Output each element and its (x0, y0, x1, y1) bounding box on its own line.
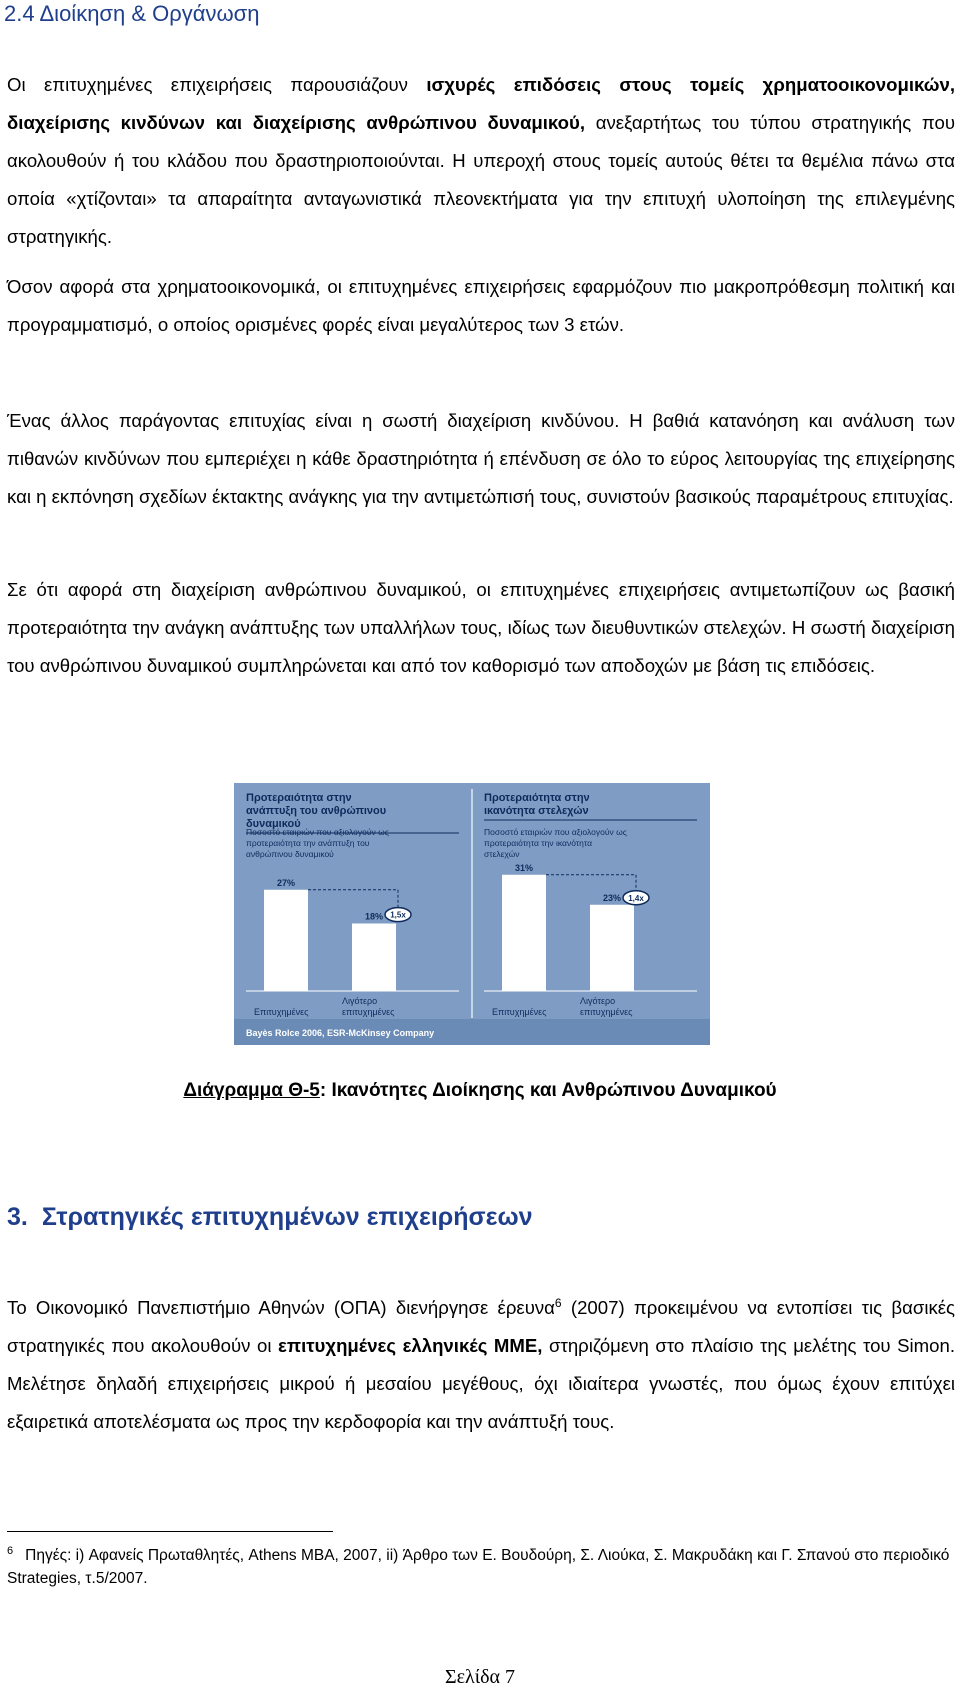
footnote-text: Πηγές: i) Αφανείς Πρωταθλητές, Athens MBA, 2007, ii) Άρθρο των Ε. Βουδούρη, Σ. Λιούκα, Σ. Μακρυδάκη και Γ. Σπανού στο περιοδικό Strategies, τ.5/2007. (7, 1547, 950, 1588)
figure-caption (0, 1080, 960, 1102)
panel-2-bar-2 (590, 905, 634, 991)
panel-1-subtitle: ανθρώπινου δυναμικού (246, 849, 334, 859)
paragraph-1-lead: Οι επιτυχημένες επιχειρήσεις παρουσιάζουν (7, 74, 427, 95)
panel-2-value-label-2: 23% (602, 892, 622, 903)
panel-1-bar-1 (264, 890, 308, 991)
panel-2-title: Προτεραιότητα στην (484, 792, 590, 804)
panel-1-subtitle: προτεραιότητα την ανάπτυξη του (246, 838, 370, 848)
panel-2-multiplier-label: 1,4x (628, 893, 644, 903)
footnote-ref[interactable]: 6 (554, 1295, 562, 1310)
panel-1-category-2: Λιγότερο (342, 996, 378, 1006)
panel-1-multiplier-label: 1,5x (390, 910, 406, 920)
panel-1-title: δυναμικού (246, 818, 301, 830)
footnote-marker: 6 (7, 1545, 14, 1557)
paragraph-5-mid: (2007) προκειμένου να εντοπίσει τις βασικές στρατηγικές που ακολουθούν οι (7, 1297, 955, 1356)
panel-2-value-label-1: 31% (514, 862, 534, 873)
panel-1-title: Προτεραιότητα στην (246, 792, 352, 804)
panel-2-category-1: Επιτυχημένες (492, 1007, 547, 1017)
panel-2-subtitle: Ποσοστό εταιριών που αξιολογούν ως (484, 827, 627, 837)
paragraph-5 (7, 1289, 955, 1441)
panel-1-value-label-1: 27% (276, 877, 296, 888)
figure-source: Bayès Rolce 2006, ESR-McKinsey Company (246, 1028, 435, 1038)
paragraph-1-rest: ανεξαρτήτως του τύπου στρατηγικής που ακολουθούν ή του κλάδου που δραστηριοποιούνται. Η υπεροχή στους τομείς αυτούς θέτει τα θεμέλια πάνω στα οποία «χτίζονται» τα απαραίτητα ανταγωνιστικά πλεονεκτήματα για την επιτυχή υλοποίηση της επιλεγμένης στρατηγικής. (7, 112, 955, 247)
paragraph-1-bold: ισχυρές επιδόσεις στους τομείς χρηματοοικονομικών, διαχείρισης κινδύνων και διαχείρισης ανθρώπινου δυναμικού, (7, 74, 955, 133)
panel-1-title: ανάπτυξη του ανθρώπινου (246, 805, 387, 817)
paragraph-3: Ένας άλλος παράγοντας επιτυχίας είναι η σωστή διαχείριση κινδύνου. Η βαθιά κατανόηση και ανάλυση των πιθανών κινδύνων που εμπεριέχει η κάθε δραστηριότητα ή επένδυση σε όλο το εύρος λειτουργίας της επιχείρησης και η εκπόνηση σχεδίων έκτακτης ανάγκης για την αντιμετώπισή τους, συνιστούν βασικούς παραμέτρους επιτυχίας. (7, 410, 955, 507)
paragraph-5-rest: στηριζόμενη στο πλαίσιο της μελέτης του Simon. Μελέτησε δηλαδή επιχειρήσεις μικρού ή μεσαίου μεγέθους, όχι ιδιαίτερα γνωστές, που όμως έχουν επιτύχει εξαιρετικά αποτελέσματα ως προς την κερδοφορία και την ανάπτυξή τους. (7, 1335, 955, 1432)
panel-2-title: ικανότητα στελεχών (484, 805, 589, 817)
panel-1-category-1: Επιτυχημένες (254, 1007, 309, 1017)
panel-1-subtitle: Ποσοστό εταιριών που αξιολογούν ως (246, 827, 389, 837)
section-3-heading (7, 1203, 533, 1232)
panel-1-value-label-2: 18% (364, 911, 384, 922)
chart-svg (234, 783, 710, 1045)
panel-1-bar-2 (352, 924, 396, 992)
section-3-title: Στρατηγικές επιτυχημένων επιχειρήσεων (41, 1203, 533, 1231)
footnote (7, 1540, 955, 1590)
section-heading: 2.4 Διοίκηση & Οργάνωση (4, 1, 260, 26)
paragraph-2: Όσον αφορά στα χρηματοοικονομικά, οι επιτυχημένες επιχειρήσεις εφαρμόζουν πιο μακροπρόθεσμη πολιτική και προγραμματισμό, ο οποίος ορισμένες φορές είναι μεγαλύτερος των 3 ετών. (7, 276, 955, 335)
paragraph-5-bold: επιτυχημένες ελληνικές ΜΜΕ, (278, 1335, 543, 1356)
panel-1-category-2: επιτυχημένες (342, 1007, 395, 1017)
page-number: Σελίδα 7 (444, 1666, 516, 1688)
figure-chart (234, 783, 710, 1045)
figure-caption-label: Διάγραμμα Θ-5 (183, 1080, 320, 1101)
paragraph-1 (7, 66, 955, 256)
panel-2-subtitle: προτεραιότητα την ικανότητα (484, 838, 593, 848)
paragraph-4: Σε ότι αφορά στη διαχείριση ανθρώπινου δυναμικού, οι επιτυχημένες επιχειρήσεις αντιμετωπίζουν ως βασική προτεραιότητα την ανάγκη ανάπτυξης των υπαλλήλων τους, ιδίως των διευθυντικών στελεχών. Η σωστή διαχείριση του ανθρώπινου δυναμικού συμπληρώνεται και από τον καθορισμό των αποδοχών με βάση τις επιδόσεις. (7, 579, 955, 676)
panel-2-bar-1 (502, 875, 546, 991)
panel-2-subtitle: στελεχών (484, 849, 520, 859)
footnote-separator (7, 1531, 333, 1532)
panel-2-category-2: επιτυχημένες (580, 1007, 633, 1017)
figure-caption-text: : Ικανότητες Διοίκησης και Ανθρώπινου Δυναμικού (319, 1080, 777, 1101)
panel-2-category-2: Λιγότερο (580, 996, 616, 1006)
section-3-number: 3. (7, 1203, 28, 1231)
paragraph-5-lead: Το Οικονομικό Πανεπιστήμιο Αθηνών (ΟΠΑ) διενήργησε έρευνα (7, 1297, 555, 1318)
